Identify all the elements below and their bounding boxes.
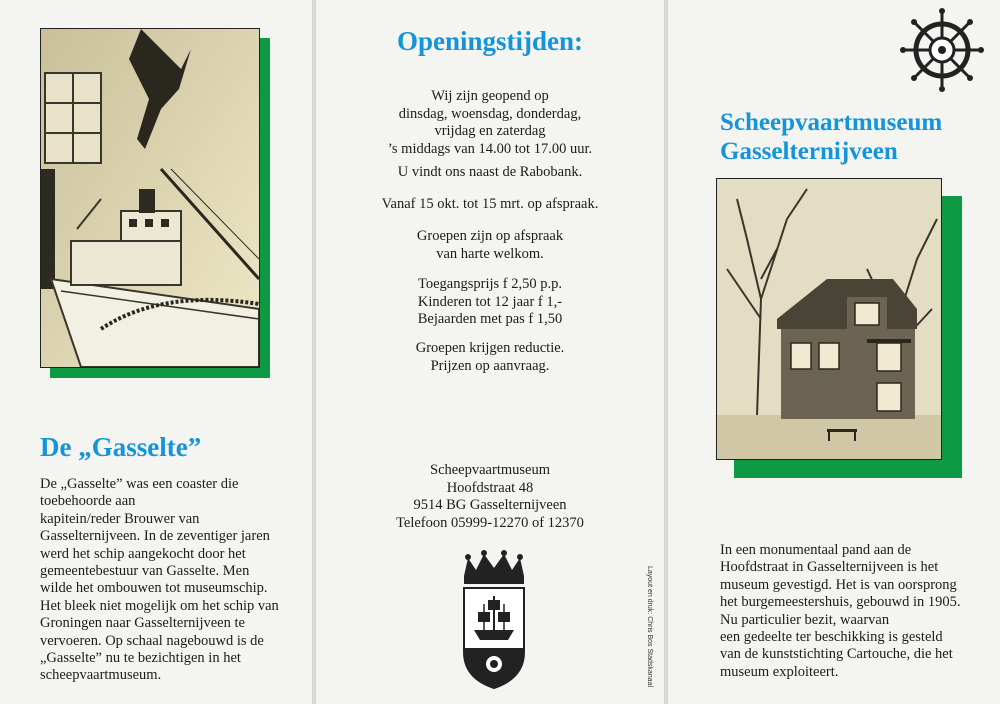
text-line: gemeentebestuur van Gasselte. Men (40, 563, 250, 580)
left-panel (0, 0, 312, 704)
reduction-line: Prijzen op aanvraag. (430, 357, 550, 374)
museum-building-photo (716, 178, 942, 460)
museum-description (720, 542, 996, 681)
address-block (316, 462, 664, 532)
price-line: Kinderen tot 12 jaar f 1,- (417, 293, 563, 310)
gasselte-heading: De „Gasselte” (40, 432, 202, 462)
ship-model-photo (40, 28, 260, 368)
opening-hours-heading: Openingstijden: (396, 26, 584, 56)
hours-line: Wij zijn geopend op (431, 88, 549, 104)
price-line: Toegangsprijs f 2,50 p.p. (418, 276, 562, 292)
heading-line: Gasselternijveen (720, 138, 898, 165)
address-line: Scheepvaartmuseum (430, 462, 550, 478)
gasselte-description (40, 476, 308, 685)
text-line: Nu particulier bezit, waarvan (720, 611, 890, 628)
museum-building-photo-frame (716, 178, 962, 478)
text-line: Het bleek niet mogelijk om het schip van (40, 597, 279, 614)
location-line: U vindt ons naast de Rabobank. (397, 164, 583, 180)
groups-text (316, 228, 664, 263)
text-line: een gedeelte ter beschikking is gesteld (720, 629, 943, 646)
text-line: museum gevestigd. Het is van oorsprong (720, 576, 957, 593)
right-panel (668, 0, 1000, 704)
appointment-text (316, 196, 664, 214)
appointment-line: Vanaf 15 okt. tot 15 mrt. op afspraak. (381, 196, 599, 212)
address-line: Hoofdstraat 48 (446, 479, 534, 496)
opening-hours-block (316, 88, 664, 158)
text-line: het burgemeestershuis, gebouwd in 1905. (720, 594, 961, 611)
hours-line: dinsdag, woensdag, donderdag, (398, 105, 582, 122)
address-line: Telefoon 05999-12270 of 12370 (396, 514, 584, 531)
groups-line: Groepen zijn op afspraak (416, 228, 564, 244)
museum-heading (720, 108, 942, 166)
price-line: Bejaarden met pas f 1,50 (417, 311, 563, 328)
text-line: werd het schip aangekocht door het (40, 545, 246, 562)
hours-line: vrijdag en zaterdag (434, 123, 546, 140)
text-line: museum exploiteert. (720, 663, 839, 680)
text-line: kapitein/reder Brouwer van (40, 510, 200, 527)
prices-text (316, 276, 664, 329)
print-credit: Layout en druk: Chris Bos Stadskanaal (646, 566, 653, 688)
ship-model-photo-frame (40, 28, 270, 378)
text-line: wilde het ombouwen tot museumschip. (40, 580, 268, 597)
text-line: Groningen naar Gasselternijveen te (40, 615, 245, 632)
text-line: Hoofdstraat in Gasselternijveen is het (720, 559, 939, 576)
heading-line: Scheepvaartmuseum (720, 109, 943, 136)
middle-panel (316, 0, 664, 704)
text-line: De „Gasselte” was een coaster die (40, 476, 239, 492)
ship-wheel-icon (900, 8, 984, 92)
text-line: Gasselternijveen. In de zeventiger jaren (40, 528, 270, 545)
coat-of-arms-icon (458, 548, 530, 690)
text-line: van de kunststichting Cartouche, die het (720, 646, 953, 663)
location-text (316, 164, 664, 182)
hours-line: ’s middags van 14.00 tot 17.00 uur. (387, 140, 593, 157)
text-line: toebehoorde aan (40, 493, 136, 510)
reduction-text (316, 340, 664, 375)
groups-line: van harte welkom. (436, 245, 544, 262)
text-line: vervoeren. Op schaal nagebouwd is de (40, 632, 264, 649)
reduction-line: Groepen krijgen reductie. (415, 340, 565, 356)
address-line: 9514 BG Gasselternijveen (413, 497, 567, 514)
text-line: In een monumentaal pand aan de (720, 542, 912, 558)
text-line: „Gasselte” nu te bezichtigen in het (40, 650, 241, 667)
text-line: scheepvaartmuseum. (40, 667, 162, 684)
